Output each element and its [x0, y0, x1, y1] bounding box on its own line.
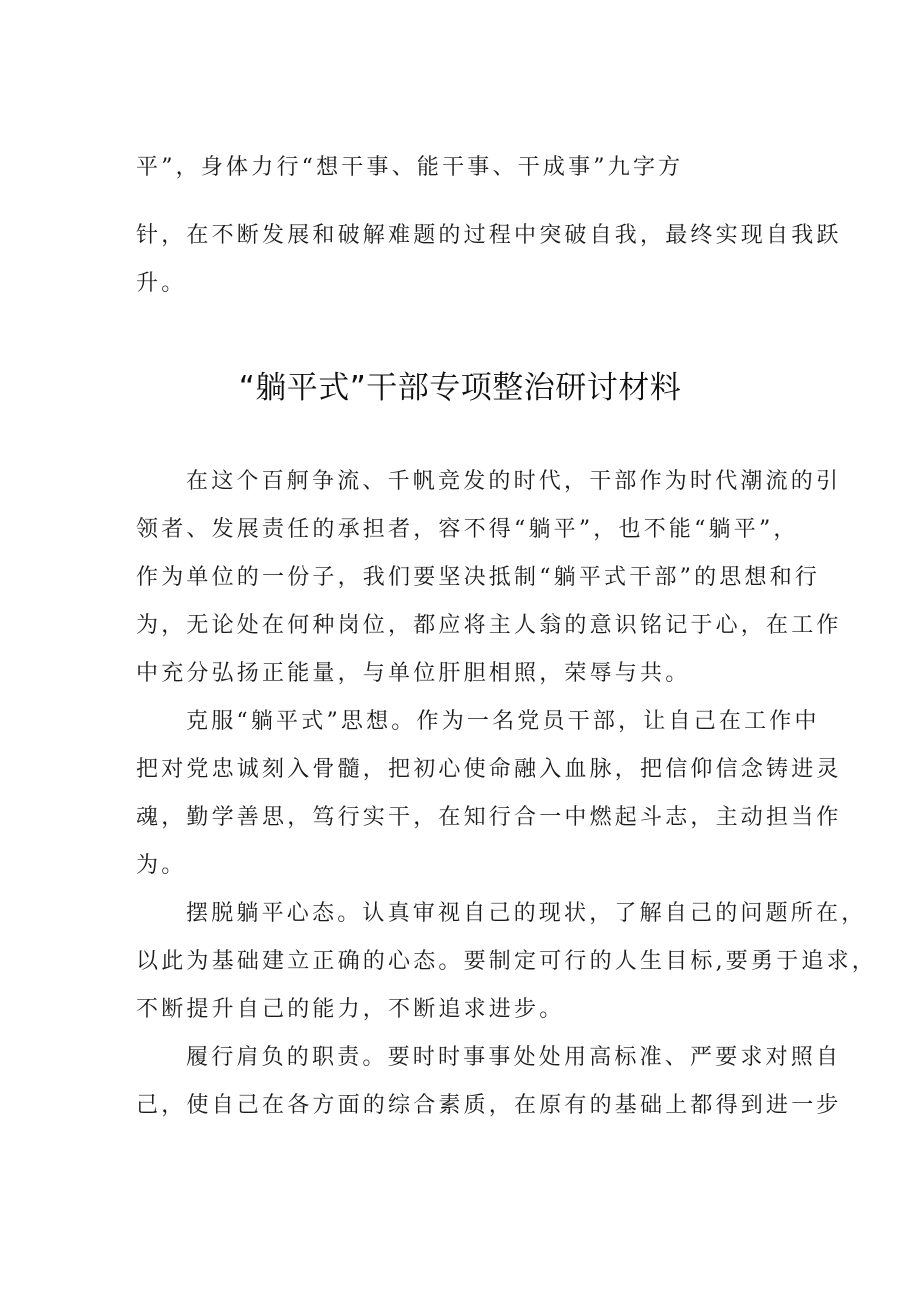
- continuation-line: 针，在不断发展和破解难题的过程中突破自我，最终实现自我跃: [136, 223, 842, 248]
- paragraph-line: 作为单位的一份子，我们要坚决抵制“躺平式干部”的思想和行: [136, 565, 821, 590]
- continuation-line: 升。: [136, 271, 187, 296]
- paragraph-line: 摆脱躺平心态。认真审视自己的现状，了解自己的问题所在，: [186, 901, 867, 926]
- continuation-line: 平”，身体力行“想干事、能干事、干成事”九字方: [136, 155, 684, 180]
- paragraph-line: 在这个百舸争流、千帆竞发的时代，干部作为时代潮流的引: [186, 469, 842, 494]
- paragraph-line: 以此为基础建立正确的心态。要制定可行的人生目标,要勇于追求，: [136, 949, 877, 974]
- paragraph-line: 为，无论处在何种岗位，都应将主人翁的意识铭记于心，在工作: [136, 613, 842, 638]
- paragraph-line: 魂，勤学善思，笃行实干，在知行合一中燃起斗志，主动担当作: [136, 805, 842, 830]
- document-title: “躺平式”干部专项整治研讨材料: [238, 370, 682, 406]
- paragraph-line: 把对党忠诚刻入骨髓，把初心使命融入血脉，把信仰信念铸进灵: [136, 757, 842, 782]
- paragraph-line: 履行肩负的职责。要时时事事处处用高标准、严要求对照自: [186, 1045, 842, 1070]
- paragraph-line: 不断提升自己的能力，不断追求进步。: [136, 997, 565, 1022]
- paragraph-line: 克服“躺平式”思想。作为一名党员干部，让自己在工作中: [186, 709, 820, 734]
- paragraph-line: 领者、发展责任的承担者，容不得“躺平”，也不能“躺平”，: [136, 517, 799, 542]
- paragraph-line: 中充分弘扬正能量，与单位肝胆相照，荣辱与共。: [136, 661, 691, 686]
- paragraph-line: 己，使自己在各方面的综合素质，在原有的基础上都得到进一步: [136, 1093, 842, 1118]
- paragraph-line: 为。: [136, 853, 187, 878]
